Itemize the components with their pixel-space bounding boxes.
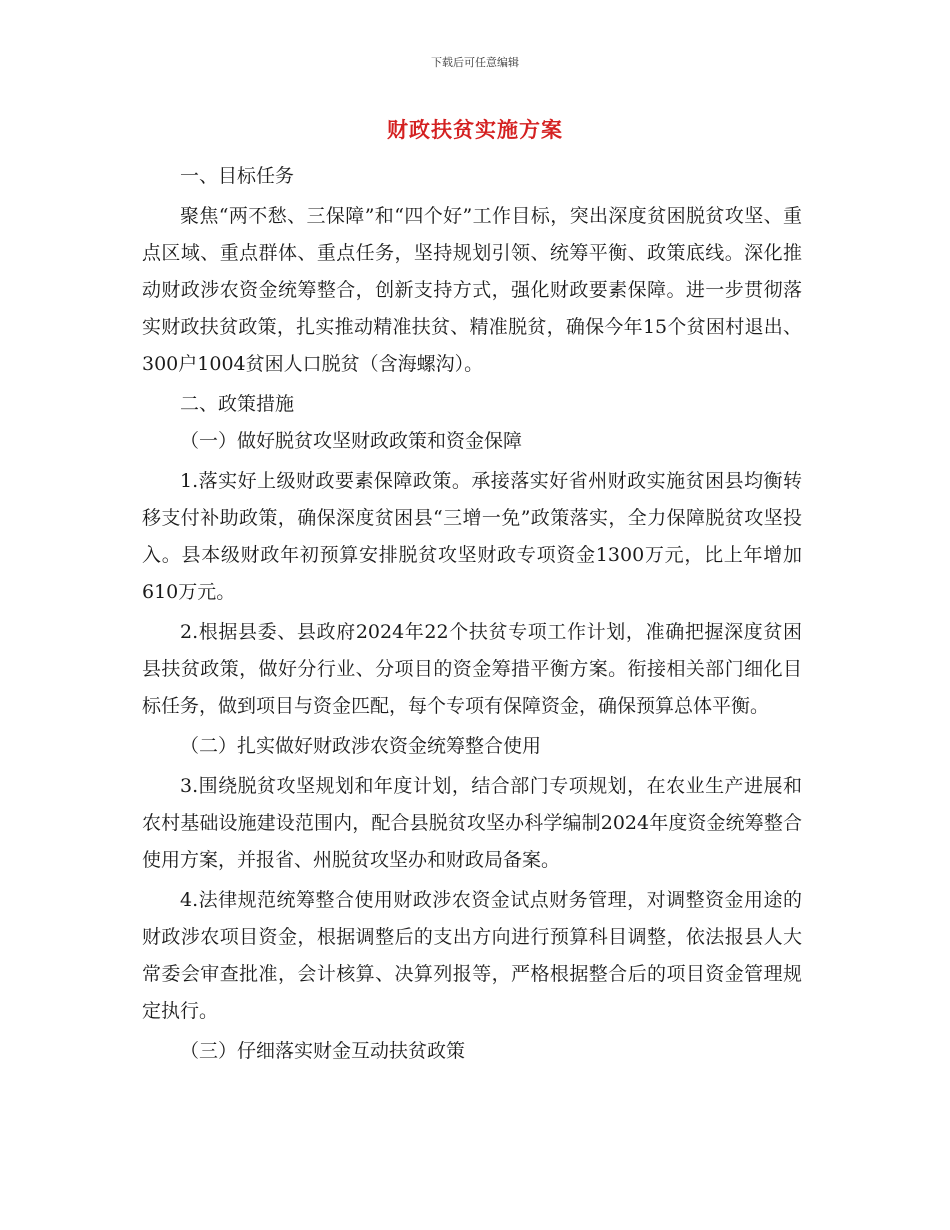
paragraph-item-3: 3.围绕脱贫攻坚规划和年度计划，结合部门专项规划，在农业生产进展和农村基础设施建设范围内，配合县脱贫攻坚办科学编制2024年度资金统筹整合使用方案，并报省、州脱贫攻坚办和财政局备案。 xyxy=(142,775,802,871)
paragraph-item-2: 2.根据县委、县政府2024年22个扶贫专项工作计划，准确把握深度贫困县扶贫政策，做好分行业、分项目的资金筹措平衡方案。衔接相关部门细化目标任务，做到项目与资金匹配，每个专项有保障资金，确保预算总体平衡。 xyxy=(142,621,802,717)
section-heading-measures: 二、政策措施 xyxy=(180,393,295,415)
paragraph-goals: 聚焦“两不愁、三保障”和“四个好”工作目标，突出深度贫困脱贫攻坚、重点区域、重点群体、重点任务，坚持规划引领、统筹平衡、政策底线。深化推动财政涉农资金统筹整合，创新支持方式，强化财政要素保障。进一步贯彻落实财政扶贫政策，扎实推动精准扶贫、精准脱贫，确保今年15个贫困村退出、300户1004贫困人口脱贫（含海螺沟）。 xyxy=(142,205,802,375)
header-note: 下载后可任意编辑 xyxy=(431,56,519,69)
subsection-heading-3: （三）仔细落实财金互动扶贫政策 xyxy=(180,1040,466,1062)
section-heading-goals: 一、目标任务 xyxy=(180,165,295,187)
subsection-heading-2: （二）扎实做好财政涉农资金统筹整合使用 xyxy=(180,735,542,757)
subsection-heading-1: （一）做好脱贫攻坚财政政策和资金保障 xyxy=(180,430,523,452)
document-body xyxy=(142,158,802,1070)
document-title: 财政扶贫实施方案 xyxy=(387,118,563,142)
paragraph-item-1: 1.落实好上级财政要素保障政策。承接落实好省州财政实施贫困县均衡转移支付补助政策，确保深度贫困县“三增一免”政策落实，全力保障脱贫攻坚投入。县本级财政年初预算安排脱贫攻坚财政专项资金1300万元，比上年增加610万元。 xyxy=(142,470,802,603)
paragraph-item-4: 4.法律规范统筹整合使用财政涉农资金试点财务管理，对调整资金用途的财政涉农项目资金，根据调整后的支出方向进行预算科目调整，依法报县人大常委会审查批准，会计核算、决算列报等，严格根据整合后的项目资金管理规定执行。 xyxy=(142,889,802,1022)
